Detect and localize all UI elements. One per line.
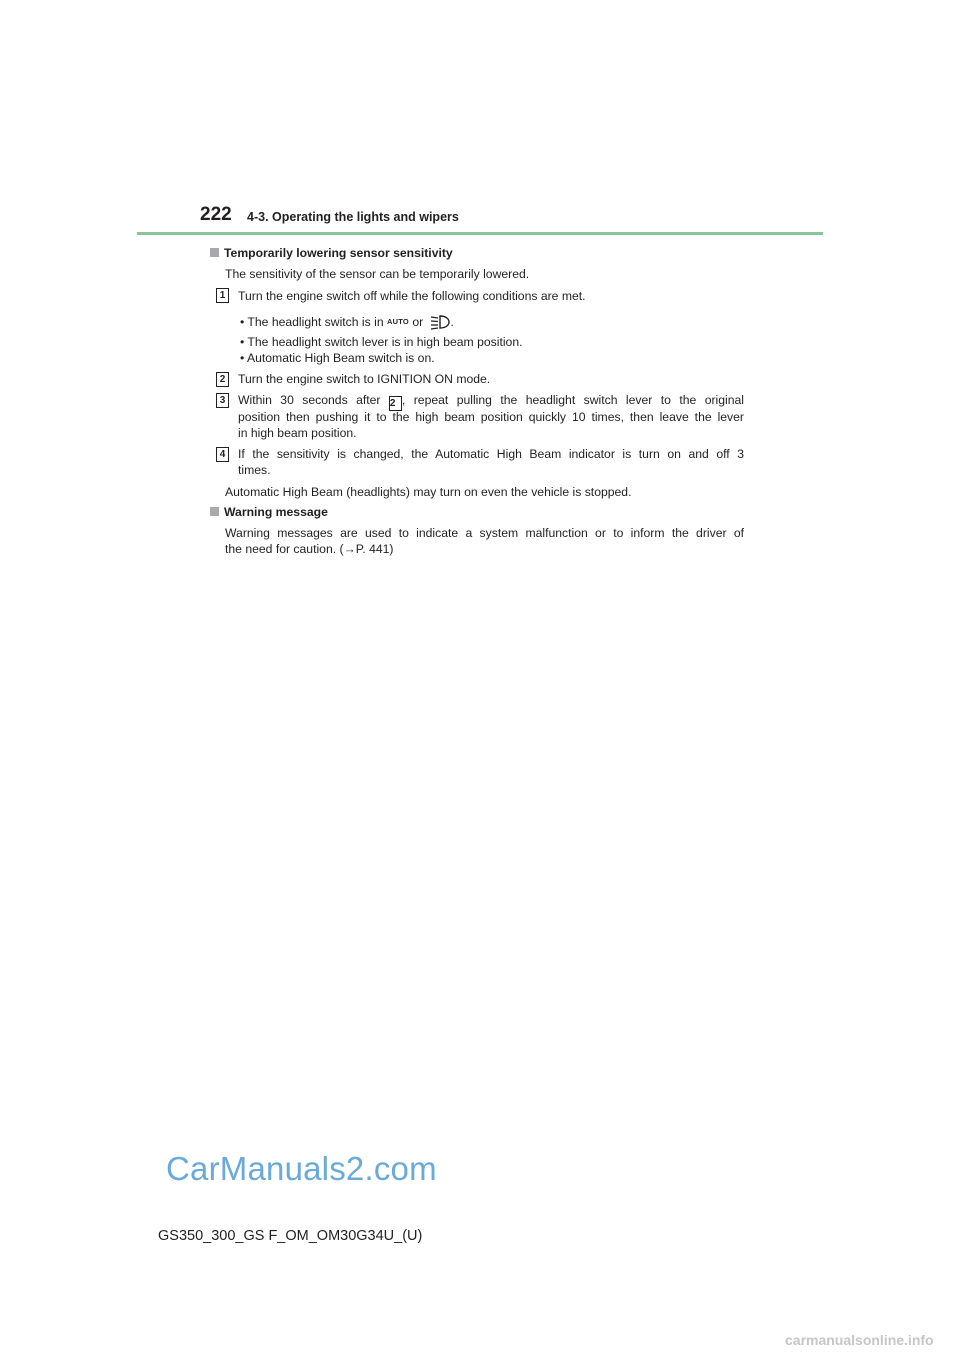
- section-heading-sensitivity: Temporarily lowering sensor sensitivity: [210, 245, 453, 261]
- header-rule: [137, 232, 823, 235]
- auto-icon: AUTO: [387, 317, 409, 326]
- step-1-text: Turn the engine switch off while the following conditions are met.: [238, 289, 586, 303]
- step-number-3: 3: [216, 393, 229, 408]
- section-heading-warning: Warning message: [210, 504, 328, 520]
- watermark-logo: CarManuals2.com: [166, 1150, 437, 1187]
- step-3-line-3: in high beam position.: [238, 426, 357, 440]
- step-1-bullet-3: • Automatic High Beam switch is on.: [240, 351, 435, 365]
- square-bullet-icon: [210, 507, 219, 516]
- intro-text: The sensitivity of the sensor can be temporarily lowered.: [225, 267, 530, 281]
- step-number-2: 2: [216, 372, 229, 387]
- document-code: GS350_300_GS F_OM_OM30G34U_(U): [158, 1228, 423, 1244]
- step-4-line-1: If the sensitivity is changed, the Automatic High Beam indicator is turn on and off 3: [238, 447, 744, 461]
- step-number-4: 4: [216, 447, 229, 462]
- square-bullet-icon: [210, 248, 219, 257]
- step-number-1: 1: [216, 288, 229, 303]
- warning-line-2: the need for caution. (→P. 441): [225, 542, 394, 556]
- step-4-line-2: times.: [238, 463, 271, 477]
- step-3-line-1: Within 30 seconds after 2 , repeat pulling the headlight switch lever to the original: [238, 393, 745, 409]
- headlight-icon: [429, 314, 451, 334]
- page-header: [0, 0, 960, 240]
- step-reference-2: 2: [389, 396, 402, 411]
- note-text: Automatic High Beam (headlights) may turn on even the vehicle is stopped.: [225, 485, 632, 499]
- warning-line-1: Warning messages are used to indicate a system malfunction or to inform the driver of: [225, 526, 744, 540]
- step-3-line-2: position then pushing it to the high beam position quickly 10 times, then leave the lever: [238, 410, 744, 424]
- watermark-site: carmanualsonline.info: [785, 1332, 934, 1348]
- step-2-text: Turn the engine switch to IGNITION ON mode.: [238, 372, 491, 386]
- step-1-bullet-2: • The headlight switch lever is in high beam position.: [240, 335, 523, 349]
- page-number: 222: [200, 204, 232, 225]
- step-1-bullet-1: • The headlight switch is in AUTO or .: [240, 314, 454, 334]
- section-title: 4-3. Operating the lights and wipers: [247, 210, 459, 224]
